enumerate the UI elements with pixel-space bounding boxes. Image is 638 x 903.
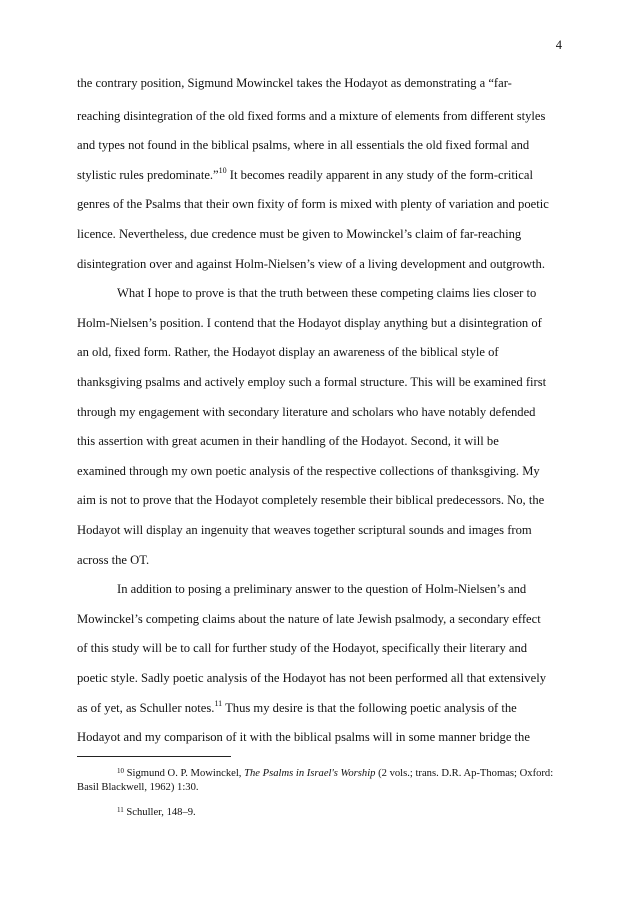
footnote-ref: 10 <box>218 166 227 175</box>
footnote-10: $^{10}$ Sigmund O. P. Mowinckel, The Psalms in Israel's Worship (2 vols.; trans. D.R. Ap-Thomas; Oxford: <box>117 767 554 779</box>
body-line: thanksgiving psalms and actively employ such a formal structure. This will be examined first <box>77 375 547 389</box>
body-line: an old, fixed form. Rather, the Hodayot display an awareness of the biblical style of <box>77 345 499 359</box>
footnote-11: $^{11}$ Schuller, 148–9. <box>117 806 196 818</box>
footnote-ref: 11 <box>214 699 223 708</box>
body-line: In addition to posing a preliminary answer to the question of Holm-Nielsen’s and <box>117 582 527 596</box>
footnote-book-title: The Psalms in Israel's Worship <box>244 768 376 779</box>
body-line: disintegration over and against Holm-Nielsen’s view of a living development and outgrowth. <box>77 257 545 271</box>
body-line: Hodayot will display an ingenuity that weaves together scriptural sounds and images from <box>77 523 532 537</box>
body-line: Hodayot and my comparison of it with the biblical psalms will in some manner bridge the <box>77 730 530 744</box>
body-line: the contrary position, Sigmund Mowinckel takes the Hodayot as demonstrating a “far- <box>77 76 512 90</box>
footnote-marker: 10 <box>117 767 124 775</box>
body-line: and types not found in the biblical psalms, where in all essentials the old fixed formal and <box>77 138 530 152</box>
footnote-10-continuation: Basil Blackwell, 1962) 1:30. <box>77 782 199 793</box>
body-line: this assertion with great acumen in their handling of the Hodayot. Second, it will be <box>77 434 499 448</box>
footnote-separator <box>77 756 231 757</box>
body-line: aim is not to prove that the Hodayot completely resemble their biblical predecessors. No, the <box>77 493 545 507</box>
body-line: reaching disintegration of the old fixed forms and a mixture of elements from different styles <box>77 109 546 123</box>
body-line: through my engagement with secondary literature and scholars who have notably defended <box>77 405 536 419</box>
body-line: across the OT. <box>77 553 150 567</box>
footnote-marker: 11 <box>117 806 124 814</box>
body-line: Holm-Nielsen’s position. I contend that the Hodayot display anything but a disintegration of <box>77 316 542 330</box>
page-number: 4 <box>555 38 562 52</box>
body-line: licence. Nevertheless, due credence must be given to Mowinckel’s claim of far-reaching <box>77 227 522 241</box>
body-line: genres of the Psalms that their own fixity of form is mixed with plenty of variation and poetic <box>77 197 549 211</box>
body-line: poetic style. Sadly poetic analysis of the Hodayot has not been performed all that extensively <box>77 671 546 685</box>
body-line: as of yet, as Schuller notes.$^{11}$ Thus my desire is that the following poetic analysis of the <box>77 699 517 715</box>
body-line: What I hope to prove is that the truth between these competing claims lies closer to <box>117 286 537 300</box>
body-line: stylistic rules predominate.”$^{10}$ It becomes readily apparent in any study of the form-critical <box>77 166 533 182</box>
body-line: examined through my own poetic analysis of the respective collections of thanksgiving. My <box>77 464 540 478</box>
body-line: Mowinckel’s competing claims about the nature of late Jewish psalmody, a secondary effect <box>77 612 541 626</box>
body-line: of this study will be to call for further study of the Hodayot, specifically their literary and <box>77 641 528 655</box>
